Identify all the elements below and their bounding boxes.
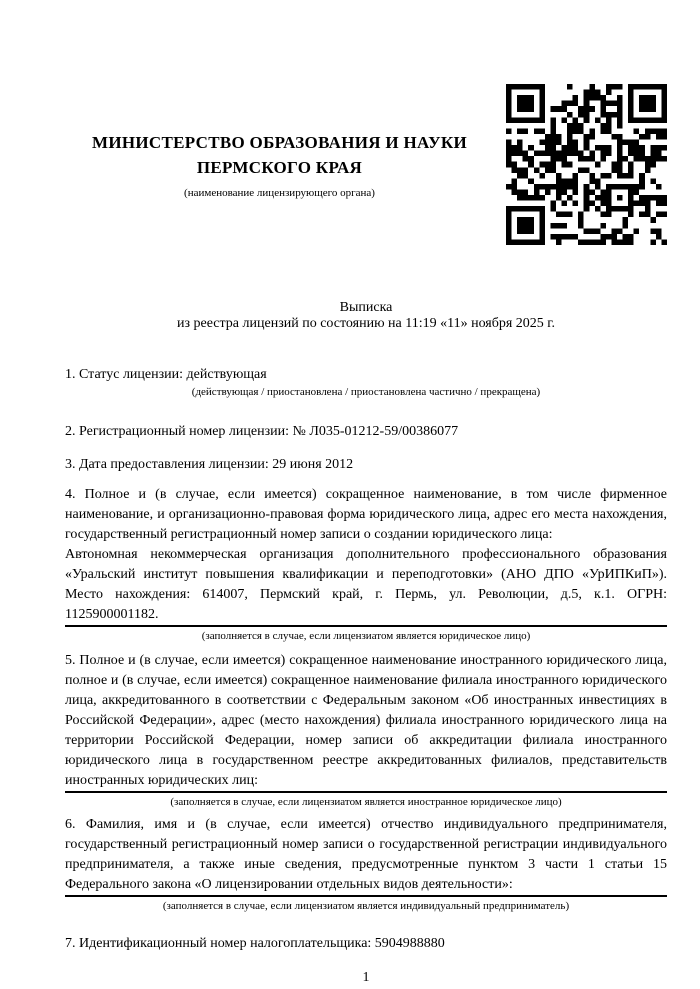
legal-entity-description: 4. Полное и (в случае, если имеется) сокращенное наименование, в том числе фирменное наименование, и организационно-правовая форма юридического лица, адрес его места нахождения, государственный регистрационный номер записи о создании юридического лица: bbox=[65, 487, 667, 542]
authority-name-line1: МИНИСТЕРСТВО ОБРАЗОВАНИЯ И НАУКИ bbox=[91, 133, 468, 152]
document-title-line1: Выписка bbox=[339, 300, 393, 315]
foreign-entity-caption: (заполняется в случае, если лицензиатом является иностранное юридическое лицо) bbox=[170, 796, 562, 808]
license-grant-date-text: 3. Дата предоставления лицензии: 29 июня 2012 bbox=[65, 457, 354, 472]
authority-name-line2: ПЕРМСКОГО КРАЯ bbox=[196, 158, 363, 177]
section-license-status bbox=[65, 366, 667, 399]
qr-code bbox=[506, 84, 667, 245]
individual-entrepreneur-description: 6. Фамилия, имя и (в случае, если имеется) отчество индивидуального предпринимателя, государственный регистрационный номер записи о государственной регистрации индивидуального предпринимателя, а также иные сведения, предусмотренные пунктом 3 части 1 статьи 15 Федерального закона «О лицензировании отдельных видов деятельности»: bbox=[65, 815, 667, 897]
section-registration-number bbox=[65, 423, 667, 440]
individual-entrepreneur-caption: (заполняется в случае, если лицензиатом является индивидуальный предприниматель) bbox=[162, 900, 570, 912]
foreign-entity-description: 5. Полное и (в случае, если имеется) сокращенное наименование иностранного юридического лица, полное и (в случае, если имеется) сокращенное наименование филиала иностранного юридического лица, аккредитованного в соответствии с Федеральным законом «Об иностранных инвестициях в Российской Федерации», адрес (место нахождения) филиала иностранного юридического лица на территории Российской Федерации, номер записи об аккредитации филиала иностранного юридического лица в государственном реестре аккредитованных филиалов, представительств иностранных юридических лиц: bbox=[65, 651, 667, 793]
license-status-text: 1. Статус лицензии: действующая bbox=[65, 367, 267, 382]
section-legal-entity bbox=[65, 485, 667, 643]
license-status-caption: (действующая / приостановлена / приостановлена частично / прекращена) bbox=[191, 386, 541, 398]
document-title-line2: из реестра лицензий по состоянию на 11:19 «11» ноября 2025 г. bbox=[177, 316, 555, 331]
authority-name-caption: (наименование лицензирующего органа) bbox=[184, 187, 375, 199]
registration-number-text: 2. Регистрационный номер лицензии: № Л035-01212-59/00386077 bbox=[65, 424, 459, 439]
licensing-authority-header bbox=[65, 84, 506, 200]
page-number: 1 bbox=[362, 970, 370, 985]
taxpayer-id-text: 7. Идентификационный номер налогоплательщика: 5904988880 bbox=[65, 936, 445, 951]
document-title bbox=[65, 300, 667, 332]
legal-entity-caption: (заполняется в случае, если лицензиатом является юридическое лицо) bbox=[201, 630, 531, 642]
section-individual-entrepreneur bbox=[65, 815, 667, 913]
authority-name bbox=[65, 130, 494, 180]
legal-entity-value: Автономная некоммерческая организация дополнительного профессионального образования «Уральский институт повышения квалификации и переподготовки» (АНО ДПО «УрИПКиП»). Место нахождения: 614007, Пермский край, г. Пермь, ул. Революции, д.5, к.1. ОГРН: 1125900001182. bbox=[65, 545, 667, 627]
section-license-grant-date bbox=[65, 456, 667, 473]
section-taxpayer-id bbox=[65, 935, 667, 952]
section-foreign-entity bbox=[65, 651, 667, 809]
document-header-row bbox=[65, 84, 667, 245]
